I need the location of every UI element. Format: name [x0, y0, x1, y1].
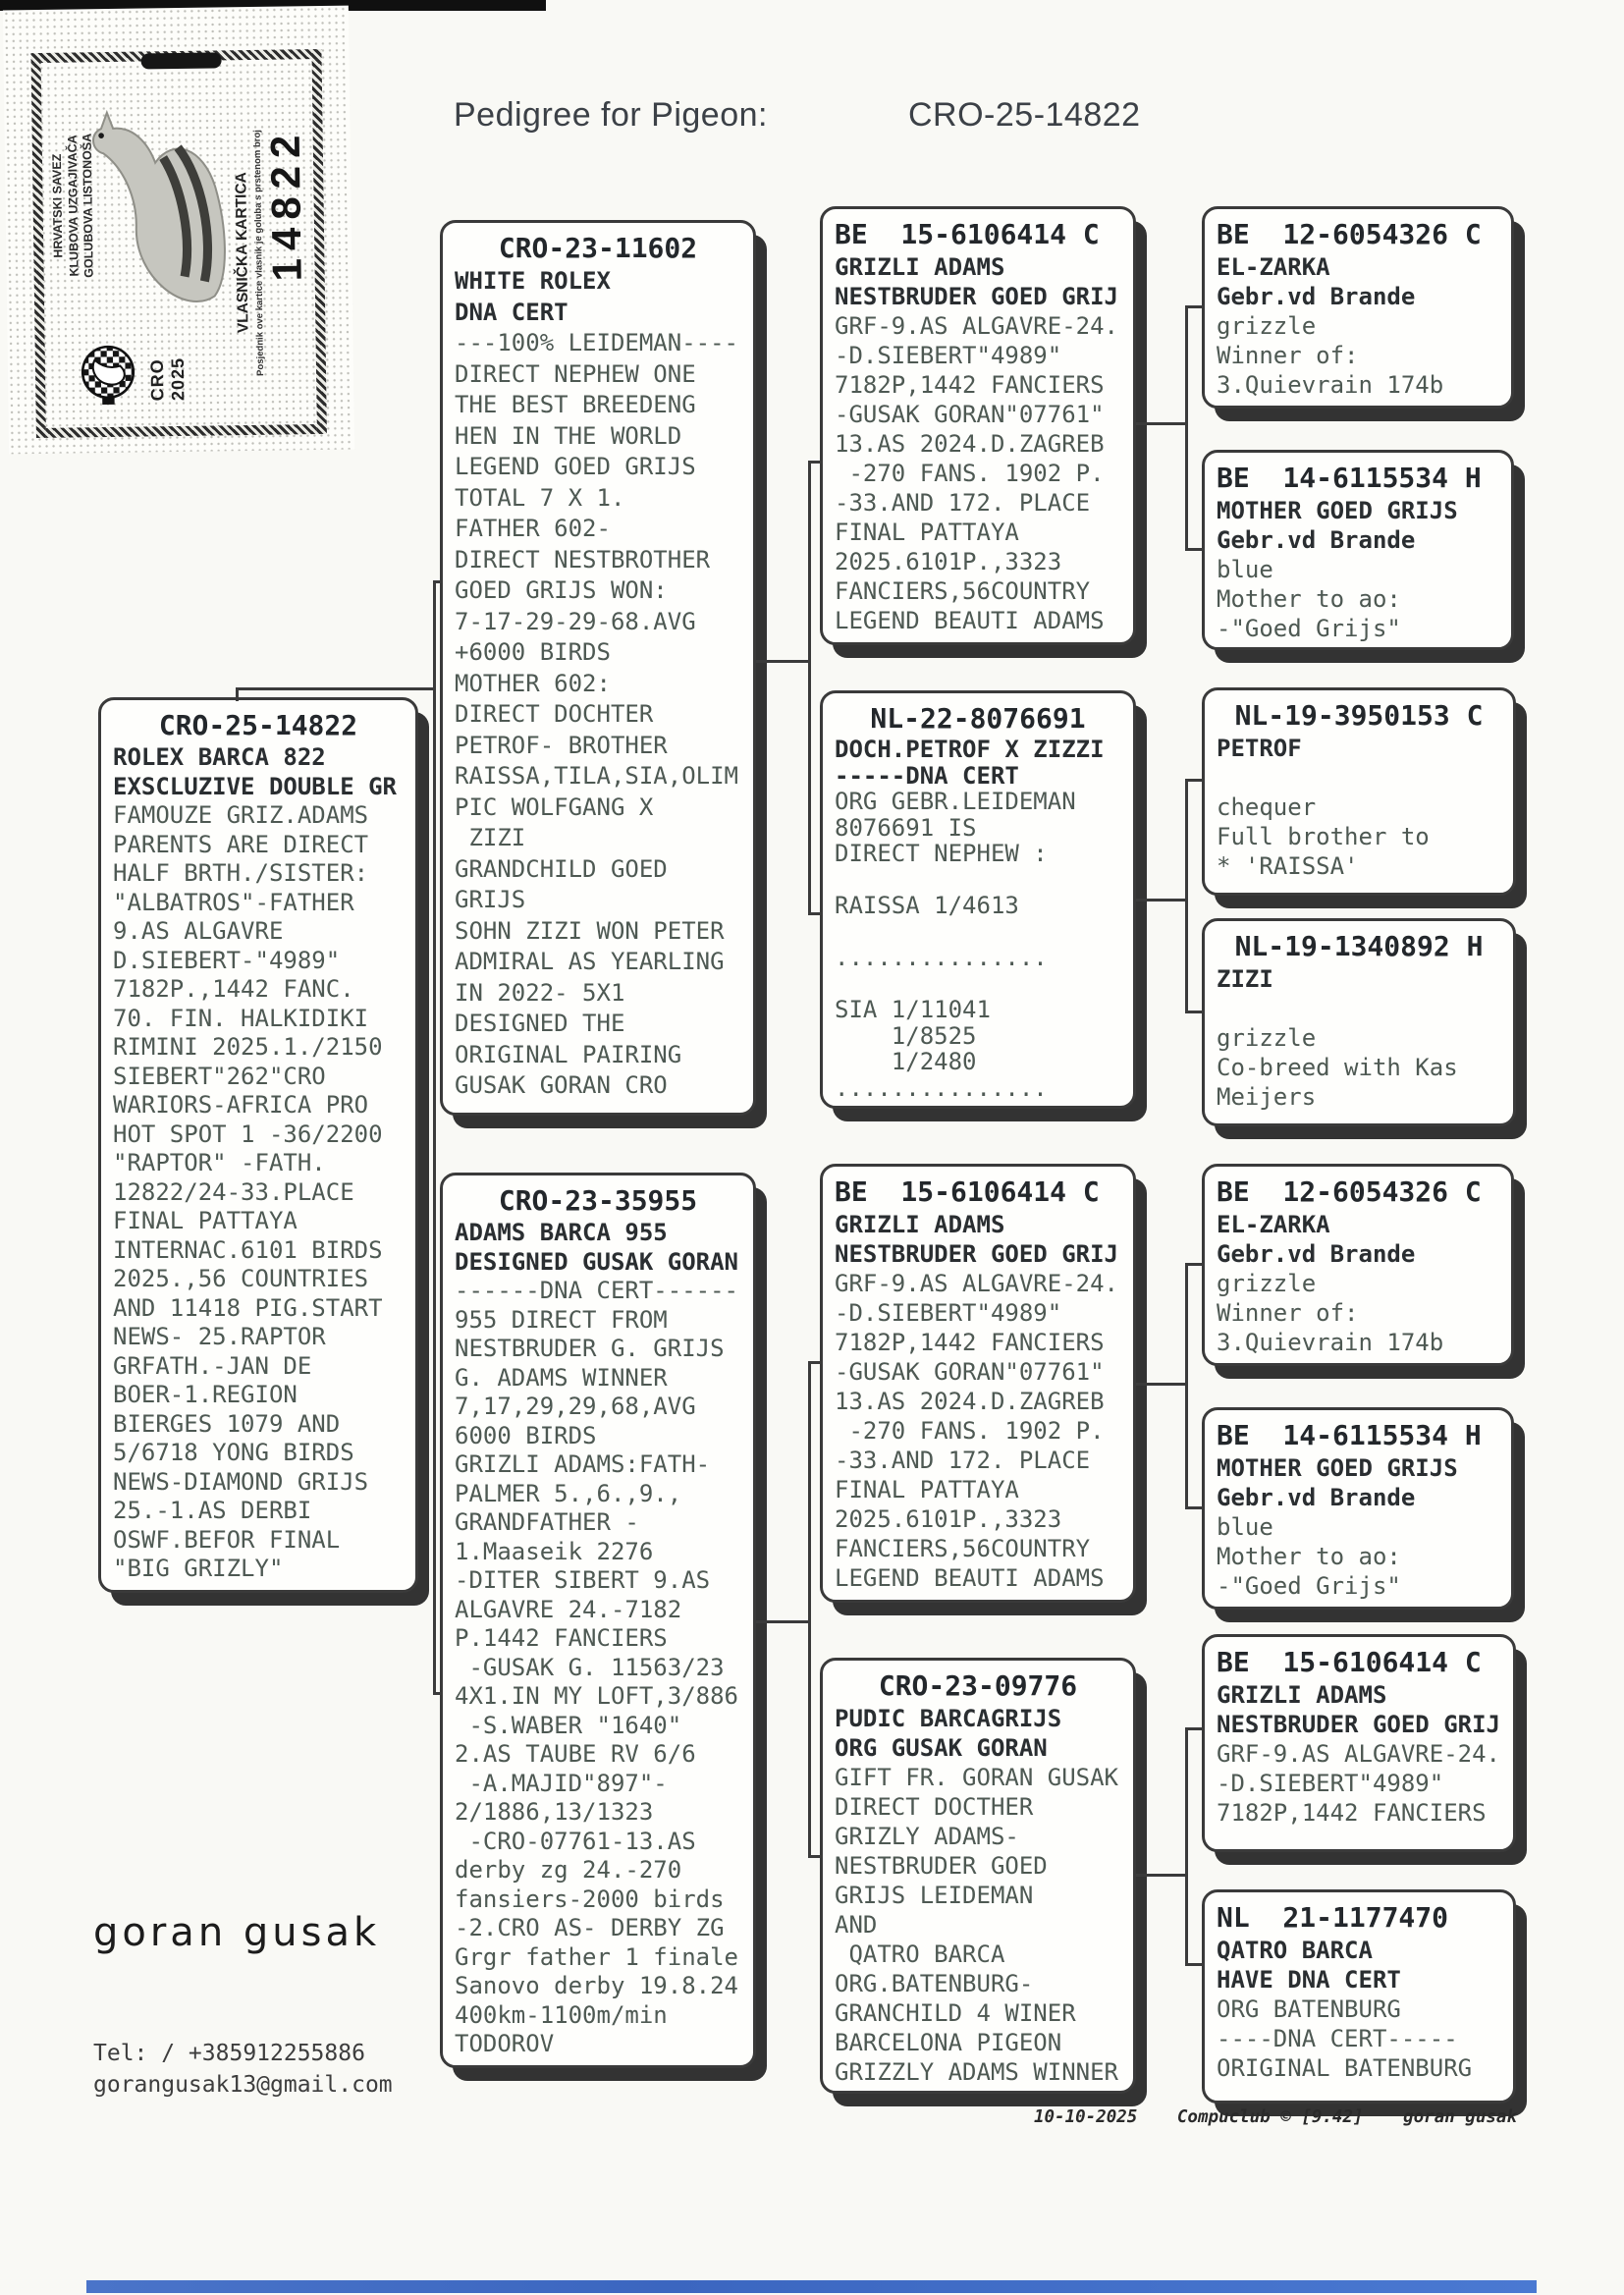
pedigree-box-CRO-23-11602-1 [440, 220, 756, 1116]
pedigree-text-line: FINAL PATTAYA [113, 1207, 298, 1234]
connector-line [1185, 1727, 1205, 1730]
ring-number: NL-19-3950153 C [1234, 699, 1484, 732]
pigeon-name-line: QATRO BARCA [1217, 1937, 1373, 1964]
pedigree-text-line: WARIORS-AFRICA PRO [113, 1091, 369, 1119]
connector-line [808, 1361, 811, 1858]
pedigree-text-line: 2025.,56 COUNTRIES [113, 1265, 369, 1292]
pedigree-text-line: 2025.6101P.,3323 [835, 548, 1062, 575]
pedigree-text-line: -CRO-07761-13.AS [455, 1827, 696, 1855]
pedigree-text-line: ORIGINAL BATENBURG [1217, 2054, 1473, 2082]
pedigree-text-line: grizzle [1217, 1024, 1317, 1052]
pedigree-text-line: HOT SPOT 1 -36/2200 [113, 1120, 383, 1148]
pedigree-text-line: MOTHER 602: [455, 669, 611, 697]
pigeon-name-line: DNA CERT [455, 298, 568, 326]
pedigree-text-line: * 'RAISSA' [1217, 852, 1359, 880]
pedigree-text-line: 13.AS 2024.D.ZAGREB [835, 1388, 1105, 1415]
pedigree-text-line: 7182P,1442 FANCIERS [835, 1329, 1105, 1356]
connector-line [236, 687, 239, 701]
ring-number: BE 15-6106414 C [835, 218, 1100, 250]
pedigree-text-line: -"Goed Grijs" [1217, 1572, 1401, 1600]
pigeon-name-line: Gebr.vd Brande [1217, 283, 1416, 310]
pedigree-text-line: 25.-1.AS DERBI [113, 1497, 312, 1524]
pedigree-text-line: GUSAK GORAN CRO [455, 1071, 668, 1099]
pedigree-text-line: Grgr father 1 finale [455, 1942, 738, 1971]
pedigree-text-line: GRANCHILD 4 WINER [835, 1999, 1076, 2027]
pigeon-name-line: ADAMS BARCA 955 [455, 1219, 668, 1246]
pedigree-text-line: -GUSAK G. 11563/23 [455, 1653, 725, 1681]
pedigree-text-line: 2/1886,13/1323 [455, 1798, 654, 1826]
owner-email: gorangusak13@gmail.com [93, 2072, 393, 2098]
pigeon-name-line: HAVE DNA CERT [1217, 1966, 1401, 1994]
connector-line [1185, 779, 1188, 1013]
pedigree-text-line: 3.Quievrain 174b [1217, 371, 1444, 399]
pedigree-text-line: 955 DIRECT FROM [455, 1305, 668, 1334]
pedigree-text-line: -D.SIEBERT"4989" [835, 342, 1062, 369]
pedigree-text-line: 13.AS 2024.D.ZAGREB [835, 430, 1105, 458]
pedigree-text-line: DIRECT DOCHTER [455, 700, 654, 728]
pedigree-text-line: RIMINI 2025.1./2150 [113, 1033, 383, 1061]
pedigree-text-line: 7182P,1442 FANCIERS [835, 371, 1105, 399]
pigeon-name-line: Gebr.vd Brande [1217, 526, 1416, 554]
connector-line [1136, 899, 1187, 902]
pigeon-name-line: Gebr.vd Brande [1217, 1240, 1416, 1268]
pedigree-text-line: QATRO BARCA [835, 1940, 1005, 1968]
connector-line [808, 1361, 823, 1364]
ring-number: CRO-23-11602 [498, 232, 698, 264]
pedigree-box-NL-21-1177470-14 [1202, 1889, 1516, 2104]
connector-line [808, 461, 811, 915]
pedigree-text-line: SIA 1/11041 [835, 996, 991, 1023]
connector-line [1185, 305, 1188, 551]
pedigree-text-line: "ALBATROS"-FATHER [113, 888, 354, 916]
pedigree-text-line: AND [835, 1911, 878, 1939]
pedigree-text-line: Meijers [1217, 1083, 1317, 1111]
pigeon-name-line: EL-ZARKA [1217, 1211, 1330, 1238]
pedigree-text-line: grizzle [1217, 312, 1317, 340]
pigeon-name-line: EL-ZARKA [1217, 253, 1330, 281]
pedigree-text-line: -33.AND 172. PLACE [835, 1447, 1091, 1474]
ring-number: CRO-23-09776 [878, 1669, 1078, 1702]
pedigree-text-line: BIERGES 1079 AND [113, 1409, 341, 1438]
ring-number: BE 12-6054326 C [1217, 1175, 1482, 1208]
pedigree-text-line: 400km-1100m/min [455, 2000, 668, 2029]
ring-number: BE 14-6115534 H [1217, 1419, 1482, 1451]
pedigree-text-line: GIFT FR. GORAN GUSAK [835, 1764, 1118, 1791]
pigeon-name-line: NESTBRUDER GOED GRIJ [835, 283, 1118, 310]
pedigree-text-line: FAMOUZE GRIZ.ADAMS [113, 801, 369, 829]
scan-edge-bar [86, 2280, 1537, 2293]
pedigree-text-line: FANCIERS,56COUNTRY [835, 1535, 1091, 1562]
pedigree-text-line: GRFATH.-JAN DE [113, 1351, 312, 1380]
pedigree-text-line: PALMER 5.,6.,9., [455, 1479, 682, 1507]
pedigree-text-line: -D.SIEBERT"4989" [1217, 1770, 1444, 1797]
pigeon-name-line: -----DNA CERT [835, 761, 1019, 790]
pedigree-text-line: PETROF- BROTHER [455, 731, 668, 759]
pedigree-text-line: -DITER SIBERT 9.AS [455, 1566, 711, 1594]
pedigree-text-line: FATHER 602- [455, 515, 611, 542]
pigeon-name-line: GRIZLI ADAMS [835, 1211, 1005, 1238]
pedigree-text-line: SOHN ZIZI WON PETER [455, 916, 725, 945]
pedigree-text-line: -270 FANS. 1902 P. [835, 460, 1105, 487]
pedigree-box-CRO-23-35955-2 [440, 1173, 756, 2068]
pedigree-text-line: LEGEND GOED GRIJS [455, 453, 696, 480]
pedigree-text-line: TODOROV [455, 2030, 555, 2057]
pigeon-name-line: GRIZLI ADAMS [835, 253, 1005, 281]
pedigree-text-line: GRANDCHILD GOED [455, 854, 668, 883]
pedigree-text-line: DIRECT NESTBROTHER [455, 545, 711, 574]
pedigree-text-line: -S.WABER "1640" [455, 1711, 682, 1739]
pedigree-text-line: 8076691 IS [835, 813, 977, 842]
pedigree-text-line: NEWS-DIAMOND GRIJS [113, 1467, 369, 1496]
pedigree-text-line: LEGEND BEAUTI ADAMS [835, 607, 1105, 634]
pedigree-text-line: -A.MAJID"897"- [455, 1769, 668, 1797]
pedigree-text-line: GRIZLI ADAMS:FATH- [455, 1450, 711, 1478]
pedigree-text-line: LEGEND BEAUTI ADAMS [835, 1564, 1105, 1592]
pedigree-text-line: BOER-1.REGION [113, 1381, 298, 1408]
ring-number: BE 15-6106414 C [1217, 1646, 1482, 1678]
pedigree-text-line [1217, 763, 1501, 792]
pedigree-text-line: GOED GRIJS WON: [455, 576, 668, 604]
owner-signature: goran gusak [93, 1910, 381, 1955]
pedigree-text-line: DIRECT DOCTHER [835, 1793, 1034, 1821]
pedigree-text-line: ALGAVRE 24.-7182 [455, 1595, 682, 1623]
page-title: Pedigree for Pigeon: [454, 96, 768, 134]
pedigree-text-line: GRF-9.AS ALGAVRE-24. [1217, 1740, 1500, 1768]
pedigree-text-line: NESTBRUDER G. GRIJS [455, 1335, 725, 1362]
pedigree-text-line: PIC WOLFGANG X [455, 792, 654, 821]
country-year-label [147, 357, 189, 402]
pedigree-text-line: BARCELONA PIGEON [835, 2029, 1062, 2056]
footer [982, 2107, 1517, 2127]
pedigree-text-line: "RAPTOR" -FATH. [113, 1149, 326, 1176]
pedigree-text-line [835, 919, 1121, 946]
connector-line [756, 660, 808, 663]
pigeon-name-line: ZIZI [1217, 965, 1273, 993]
pedigree-text-line: GRIZZLY ADAMS WINNER [835, 2058, 1118, 2086]
pedigree-box-BE-14-6115534-H-8 [1202, 450, 1514, 650]
pedigree-text-line: DIRECT NEPHEW : [835, 840, 1048, 867]
pedigree-text-line: ............... [835, 944, 1048, 971]
club-logo-icon [77, 345, 140, 407]
pedigree-text-line: fansiers-2000 birds [455, 1885, 725, 1913]
pedigree-text-line: -D.SIEBERT"4989" [835, 1299, 1062, 1327]
pigeon-name-line: MOTHER GOED GRIJS [1217, 1454, 1458, 1482]
year-label: 2025 [167, 356, 189, 402]
pedigree-text-line: NESTBRUDER GOED [835, 1852, 1048, 1880]
pedigree-box-CRO-23-09776-6 [820, 1658, 1136, 2094]
card-ring-number: 14822 [261, 127, 310, 282]
pedigree-text-line: D.SIEBERT-"4989" [113, 946, 341, 974]
pedigree-box-BE-14-6115534-H-12 [1202, 1407, 1514, 1610]
pedigree-text-line: ADMIRAL AS YEARLING [455, 948, 725, 975]
pigeon-name-line: GRIZLI ADAMS [1217, 1681, 1387, 1709]
pedigree-text-line: grizzle [1217, 1270, 1317, 1297]
pigeon-name-line: DESIGNED GUSAK GORAN [455, 1247, 738, 1276]
footer-user: goran gusak [1403, 2107, 1517, 2127]
pedigree-text-line: P.1442 FANCIERS [455, 1624, 668, 1652]
pedigree-text-line: -270 FANS. 1902 P. [835, 1417, 1105, 1445]
pedigree-text-line: IN 2022- 5X1 [455, 978, 625, 1007]
connector-line [1185, 1263, 1205, 1266]
footer-program: Compuclub © [9.42] [1176, 2107, 1364, 2127]
pedigree-text-line: +6000 BIRDS [455, 638, 611, 666]
pigeon-name-line: PUDIC BARCAGRIJS [835, 1705, 1062, 1732]
connector-line [1136, 1874, 1187, 1877]
pedigree-text-line: ............... [835, 1073, 1048, 1102]
pedigree-box-BE-15-6106414-C-13 [1202, 1634, 1516, 1852]
pedigree-text-line: 1/2480 [835, 1048, 977, 1075]
card-subtitle: Posjednik ove kartice vlasnik je goluba s prstenom broj [251, 130, 267, 376]
pedigree-text-line: GRF-9.AS ALGAVRE-24. [835, 1270, 1118, 1297]
connector-line [433, 1692, 443, 1695]
ownership-card-stamp [3, 6, 354, 455]
connector-line [433, 580, 436, 1695]
card-title: VLASNIČKA KARTICA [233, 172, 252, 334]
club-name-line2: KLUBOVA UZGAJIVAČA [65, 135, 81, 277]
connector-line [1185, 305, 1205, 308]
pedigree-text-line: FINAL PATTAYA [835, 1476, 1019, 1503]
pigeon-name-line: ROLEX BARCA 822 [113, 743, 326, 771]
pedigree-text-line: -GUSAK GORAN"07761" [835, 1358, 1105, 1386]
pedigree-text-line: ZIZI [455, 824, 526, 851]
pedigree-text-line: ORG.BATENBURG- [835, 1970, 1034, 1997]
connector-line [1185, 779, 1205, 782]
pedigree-text-line: FANCIERS,56COUNTRY [835, 577, 1091, 605]
connector-line [236, 687, 436, 690]
pedigree-text-line: ORG BATENBURG [1217, 1995, 1401, 2023]
pedigree-text-line: 6000 BIRDS [455, 1421, 597, 1449]
pigeon-name-line: MOTHER GOED GRIJS [1217, 497, 1458, 524]
pedigree-text-line: -GUSAK GORAN"07761" [835, 401, 1105, 428]
ring-number: NL-22-8076691 [870, 702, 1086, 735]
pedigree-text-line: blue [1217, 556, 1273, 583]
pedigree-text-line: GRF-9.AS ALGAVRE-24. [835, 312, 1118, 340]
connector-line [808, 461, 823, 464]
pigeon-name-line: NESTBRUDER GOED GRIJ [835, 1240, 1118, 1268]
pedigree-text-line: 70. FIN. HALKIDIKI [113, 1004, 369, 1032]
pedigree-text-line: Co-breed with Kas [1217, 1054, 1458, 1081]
pigeon-name-line: PETROF [1217, 735, 1302, 762]
pedigree-text-line: 12822/24-33.PLACE [113, 1177, 354, 1206]
owner-phone: Tel: / +385912255886 [93, 2041, 365, 2066]
pedigree-text-line [835, 971, 1121, 998]
pedigree-text-line: DIRECT NEPHEW ONE [455, 359, 696, 388]
stamp-rotated-card [37, 61, 325, 430]
ring-number: BE 15-6106414 C [835, 1175, 1100, 1208]
pedigree-text-line: 7182P,1442 FANCIERS [1217, 1799, 1487, 1827]
pedigree-text-line: Mother to ao: [1217, 1543, 1401, 1570]
pedigree-text-line: blue [1217, 1513, 1273, 1541]
pigeon-name-line: DOCH.PETROF X ZIZZI [835, 736, 1105, 763]
pedigree-text-line: 1.Maaseik 2276 [455, 1537, 654, 1565]
pedigree-box-BE-12-6054326-C-11 [1202, 1164, 1514, 1366]
pedigree-text-line: ------DNA CERT------ [455, 1277, 738, 1304]
club-name-line1: HRVATSKI SAVEZ [49, 153, 66, 258]
ring-number: CRO-23-35955 [498, 1184, 698, 1217]
pedigree-text-line: 7,17,29,29,68,AVG [455, 1393, 696, 1420]
connector-line [433, 580, 443, 583]
pedigree-text-line: DESIGNED THE [455, 1010, 625, 1037]
connector-line [1136, 1383, 1187, 1386]
pedigree-box-NL-19-1340892-H-10 [1202, 918, 1516, 1126]
pigeon-name-line: EXSCLUZIVE DOUBLE GR [113, 772, 397, 800]
pedigree-text-line: 4X1.IN MY LOFT,3/886 [455, 1682, 738, 1710]
pedigree-text-line: -2.CRO AS- DERBY ZG [455, 1914, 725, 1941]
pedigree-text-line: Mother to ao: [1217, 585, 1401, 613]
connector-line [1185, 1963, 1205, 1966]
pedigree-text-line [1217, 994, 1501, 1023]
pedigree-text-line: ORIGINAL PAIRING [455, 1040, 682, 1068]
connector-line [1185, 1011, 1205, 1013]
pedigree-text-line: 5/6718 YONG BIRDS [113, 1439, 354, 1466]
pedigree-text-line: GRIJS [455, 886, 526, 913]
ring-number: NL 21-1177470 [1217, 1901, 1449, 1934]
connector-line [808, 912, 823, 915]
pedigree-text-line: SIEBERT"262"CRO [113, 1062, 326, 1090]
pedigree-box-BE-15-6106414-C-5 [820, 1164, 1136, 1603]
pedigree-text-line: chequer [1217, 793, 1317, 821]
pigeon-name-line: WHITE ROLEX [455, 267, 611, 295]
pigeon-name-line: ORG GUSAK GORAN [835, 1734, 1048, 1762]
pedigree-text-line: 7-17-29-29-68.AVG [455, 607, 696, 635]
pedigree-box-NL-19-3950153-C-9 [1202, 687, 1516, 896]
pedigree-text-line: G. ADAMS WINNER [455, 1363, 668, 1392]
pedigree-text-line: ----DNA CERT----- [1217, 2025, 1458, 2052]
pigeon-photo [63, 95, 235, 339]
ring-number: BE 12-6054326 C [1217, 218, 1482, 250]
pedigree-text-line: ---100% LEIDEMAN---- [455, 329, 738, 356]
pedigree-text-line: GRIJS LEIDEMAN [835, 1882, 1034, 1909]
pedigree-box-NL-22-8076691-4 [820, 690, 1136, 1109]
pedigree-text-line: "BIG GRIZLY" [113, 1555, 284, 1582]
pedigree-text-line: NEWS- 25.RAPTOR [113, 1323, 326, 1350]
pedigree-text-line: -"Goed Grijs" [1217, 615, 1401, 642]
connector-line [756, 1620, 808, 1623]
pedigree-text-line: 3.Quievrain 174b [1217, 1329, 1444, 1356]
pedigree-text-line: Winner of: [1217, 1299, 1359, 1327]
connector-line [1185, 1727, 1188, 1966]
pedigree-text-line: INTERNAC.6101 BIRDS [113, 1235, 383, 1264]
pedigree-text-line: PARENTS ARE DIRECT [113, 830, 369, 858]
ring-number: NL-19-1340892 H [1234, 930, 1484, 962]
pedigree-text-line: Full brother to [1217, 823, 1430, 850]
pedigree-text-line: HEN IN THE WORLD [455, 421, 682, 450]
pedigree-box-CRO-25-14822-0 [98, 697, 418, 1593]
pedigree-text-line: Winner of: [1217, 342, 1359, 369]
pedigree-text-line: ORG GEBR.LEIDEMAN [835, 788, 1076, 815]
footer-date: 10-10-2025 [1033, 2107, 1138, 2127]
connector-line [1136, 422, 1187, 425]
country-code: CRO [146, 358, 168, 402]
pedigree-text-line: 1/8525 [835, 1021, 977, 1050]
pedigree-text-line [835, 867, 1121, 894]
pedigree-text-line: GRIZLY ADAMS- [835, 1823, 1019, 1850]
connector-line [1185, 1506, 1205, 1509]
pedigree-text-line: THE BEST BREEDENG [455, 391, 696, 418]
pedigree-text-line: OSWF.BEFOR FINAL [113, 1525, 341, 1554]
pedigree-box-BE-15-6106414-C-3 [820, 206, 1136, 645]
pedigree-text-line: GRANDFATHER - [455, 1508, 639, 1536]
connector-line [1185, 548, 1205, 551]
pedigree-text-line: -33.AND 172. PLACE [835, 489, 1091, 517]
pedigree-text-line: FINAL PATTAYA [835, 519, 1019, 546]
pigeon-name-line: Gebr.vd Brande [1217, 1484, 1416, 1511]
pedigree-text-line: derby zg 24.-270 [455, 1856, 682, 1884]
pedigree-text-line: HALF BRTH./SISTER: [113, 859, 369, 887]
connector-line [808, 1855, 823, 1858]
pedigree-text-line: AND 11418 PIG.START [113, 1293, 383, 1322]
ring-number: BE 14-6115534 H [1217, 462, 1482, 494]
page-title-ring: CRO-25-14822 [908, 96, 1141, 134]
pedigree-text-line: 2025.6101P.,3323 [835, 1505, 1062, 1533]
pedigree-text-line: RAISSA 1/4613 [835, 892, 1019, 919]
pigeon-name-line: NESTBRUDER GOED GRIJ [1217, 1711, 1500, 1738]
pedigree-box-BE-12-6054326-C-7 [1202, 206, 1514, 409]
pedigree-text-line: TOTAL 7 X 1. [455, 483, 625, 512]
pedigree-text-line: RAISSA,TILA,SIA,OLIM [455, 762, 738, 790]
club-name-line3: GOLUBOVA LISTONOŠA [80, 133, 96, 278]
connector-line [1185, 1263, 1188, 1509]
ring-number: CRO-25-14822 [158, 709, 358, 741]
pedigree-text-line: Sanovo derby 19.8.24 [455, 1972, 738, 1999]
pedigree-text-line: 9.AS ALGAVRE [113, 917, 284, 945]
pedigree-text-line: 2.AS TAUBE RV 6/6 [455, 1740, 696, 1768]
pedigree-text-line: 7182P.,1442 FANC. [113, 975, 354, 1003]
